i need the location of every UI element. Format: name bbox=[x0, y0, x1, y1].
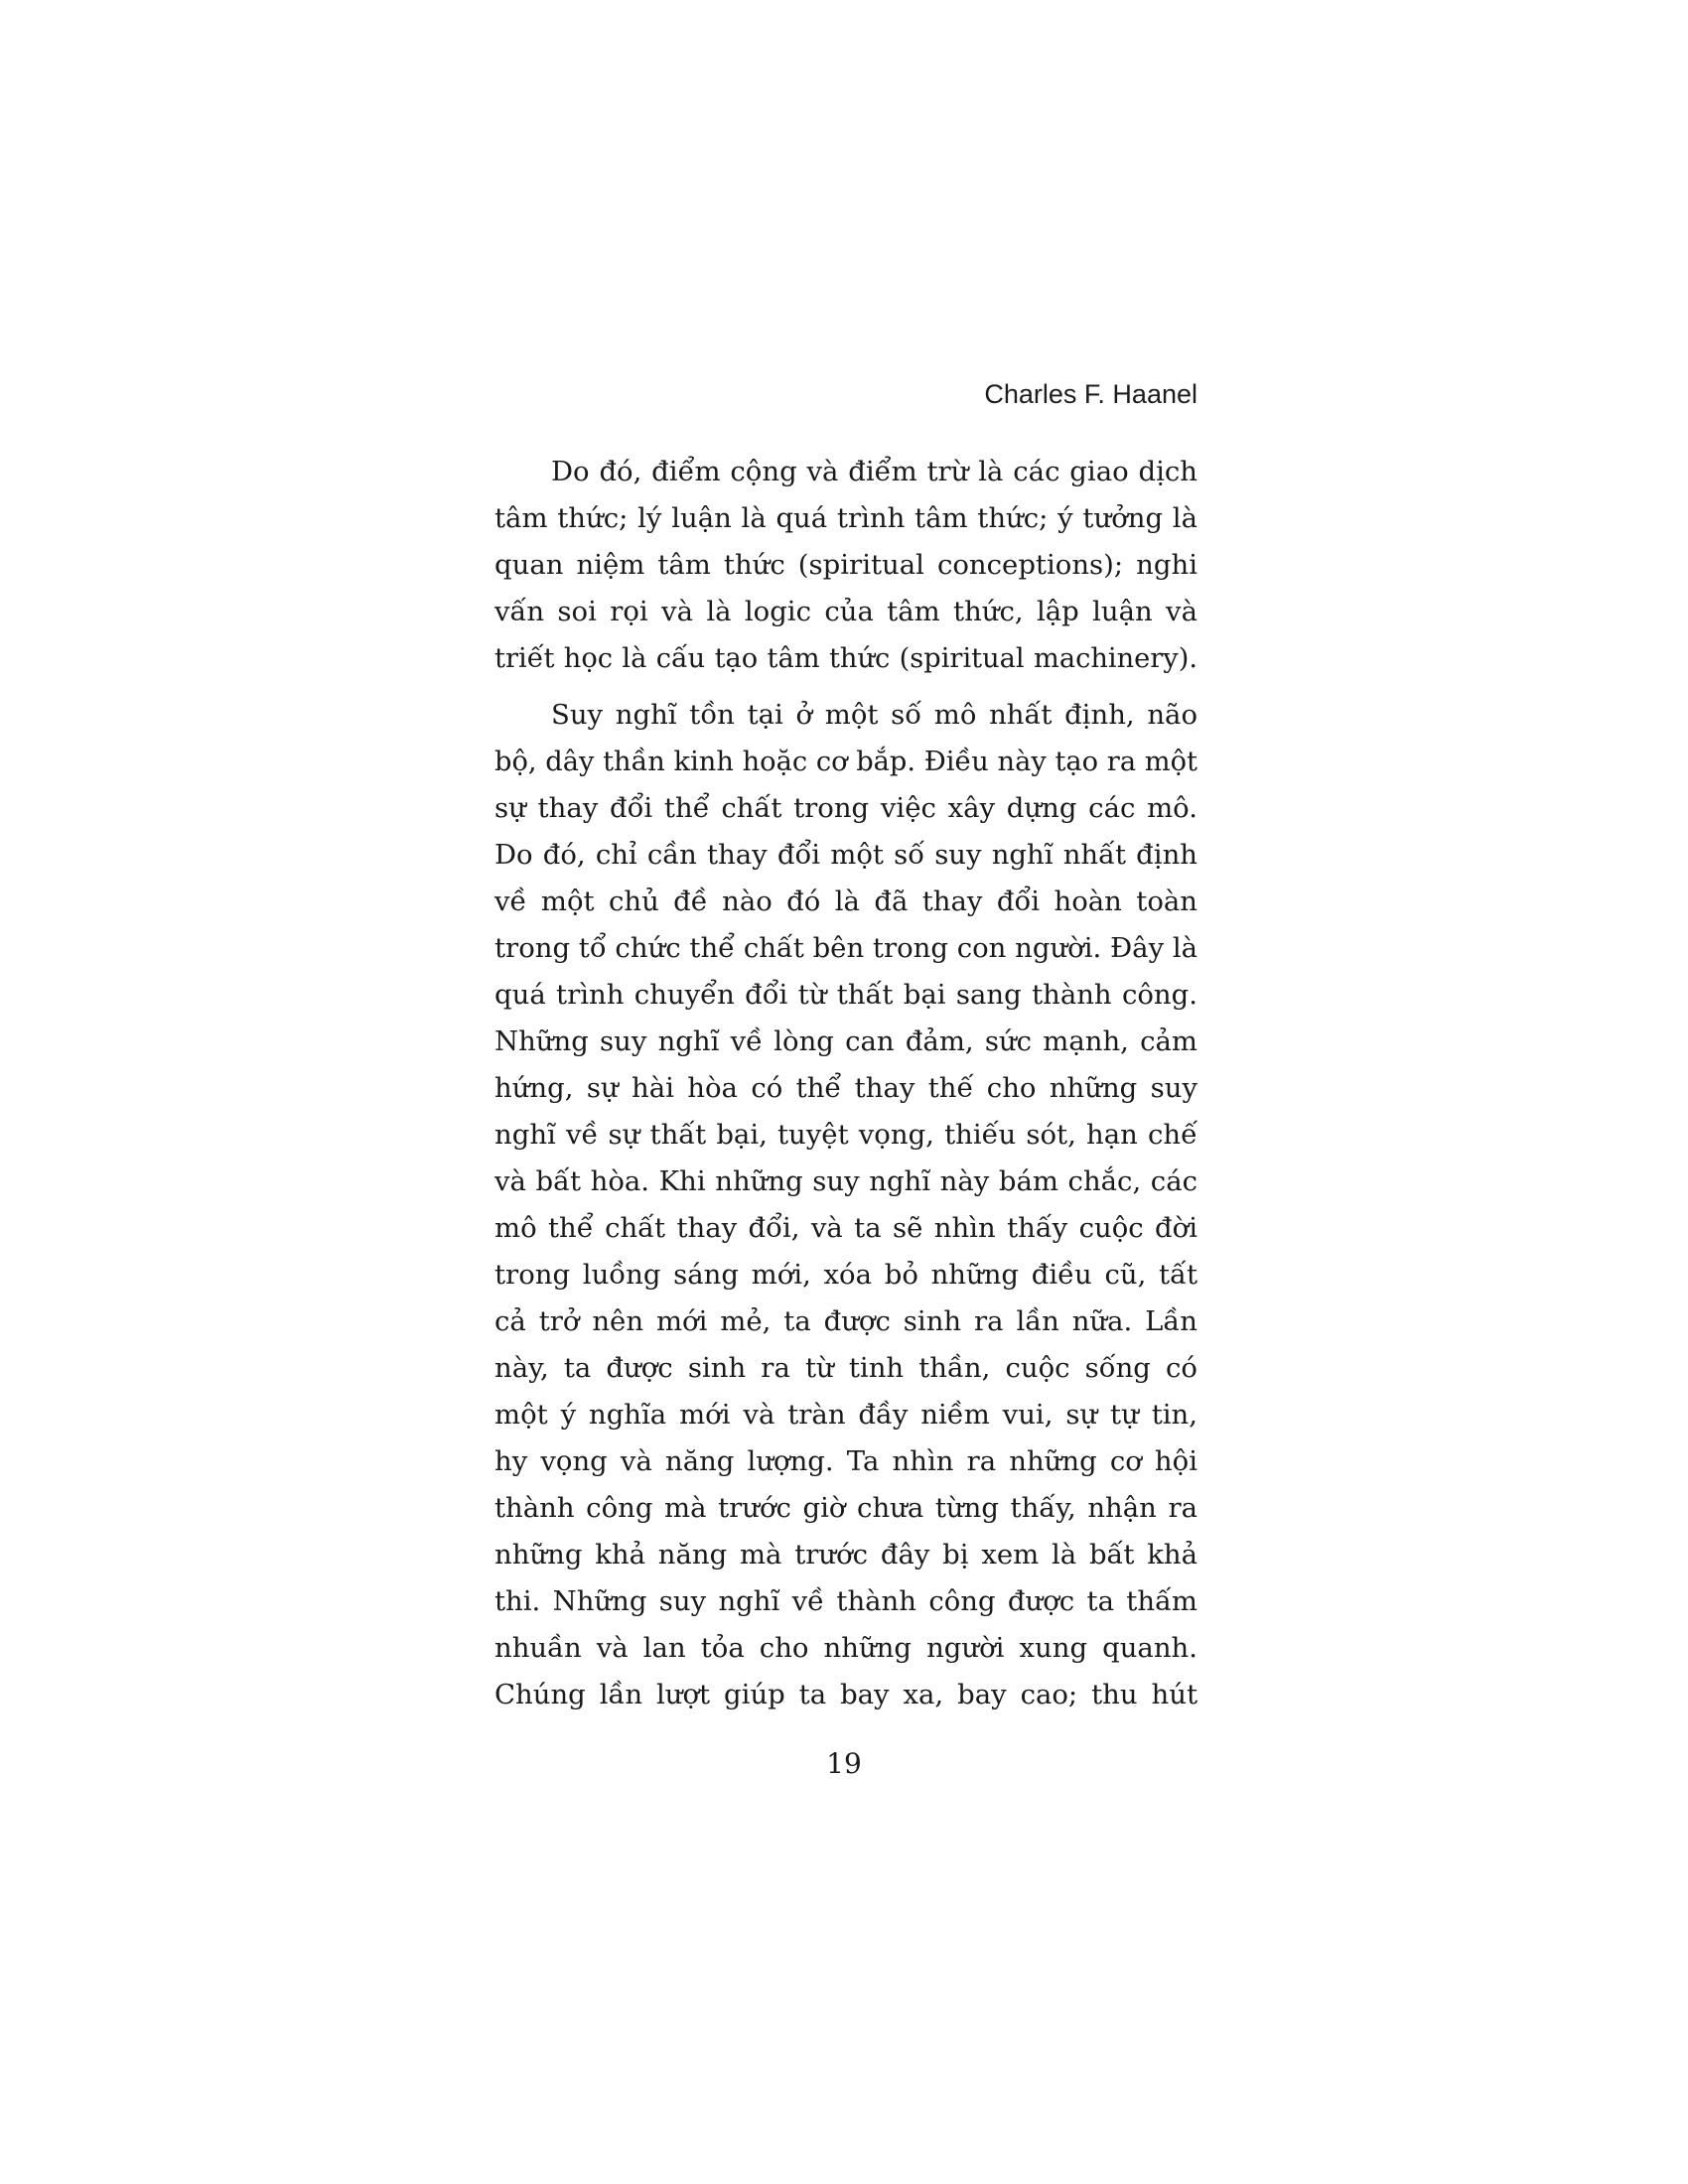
text-line: nghĩ về sự thất bại, tuyệt vọng, thiếu sót, hạn chế bbox=[494, 1119, 1197, 1151]
paragraph-2 bbox=[494, 692, 1197, 1718]
text-line: này, ta được sinh ra từ tinh thần, cuộc sống có bbox=[494, 1352, 1197, 1384]
text-line: Do đó, chỉ cần thay đổi một số suy nghĩ nhất định bbox=[494, 839, 1197, 871]
text-line: mô thể chất thay đổi, và ta sẽ nhìn thấy cuộc đời bbox=[494, 1212, 1197, 1244]
text-line: một ý nghĩa mới và tràn đầy niềm vui, sự tự tin, bbox=[494, 1399, 1197, 1431]
text-line: quan niệm tâm thức (spiritual conceptions); nghi bbox=[494, 549, 1197, 581]
text-line: nhuần và lan tỏa cho những người xung quanh. bbox=[494, 1632, 1197, 1664]
paragraph-1 bbox=[494, 449, 1197, 682]
text-line: cả trở nên mới mẻ, ta được sinh ra lần nữa. Lần bbox=[494, 1305, 1197, 1337]
text-line: hy vọng và năng lượng. Ta nhìn ra những cơ hội bbox=[494, 1445, 1197, 1477]
text-line: và bất hòa. Khi những suy nghĩ này bám chắc, các bbox=[494, 1165, 1197, 1197]
text-line: Chúng lần lượt giúp ta bay xa, bay cao; thu hút bbox=[494, 1679, 1197, 1710]
text-line: hứng, sự hài hòa có thể thay thế cho những suy bbox=[494, 1072, 1197, 1104]
text-line: về một chủ đề nào đó là đã thay đổi hoàn toàn bbox=[494, 886, 1197, 917]
text-line: trong tổ chức thể chất bên trong con người. Đây là bbox=[494, 932, 1198, 964]
text-line: thi. Những suy nghĩ về thành công được ta thấm bbox=[494, 1585, 1197, 1617]
text-line: triết học là cấu tạo tâm thức (spiritual machinery). bbox=[494, 643, 1197, 674]
text-line: những khả năng mà trước đây bị xem là bất khả bbox=[494, 1539, 1197, 1570]
text-line: Suy nghĩ tồn tại ở một số mô nhất định, não bbox=[551, 699, 1197, 731]
text-line: thành công mà trước giờ chưa từng thấy, nhận ra bbox=[494, 1492, 1197, 1524]
text-line: Những suy nghĩ về lòng can đảm, sức mạnh, cảm bbox=[494, 1025, 1197, 1057]
text-line: quá trình chuyển đổi từ thất bại sang thành công. bbox=[494, 979, 1197, 1011]
text-line: tâm thức; lý luận là quá trình tâm thức; ý tưởng là bbox=[494, 502, 1197, 534]
body-text bbox=[494, 449, 1197, 1718]
text-line: vấn soi rọi và là logic của tâm thức, lập luận và bbox=[494, 596, 1197, 627]
text-line: bộ, dây thần kinh hoặc cơ bắp. Điều này tạo ra một bbox=[494, 747, 1197, 777]
text-line: trong luồng sáng mới, xóa bỏ những điều cũ, tất bbox=[494, 1259, 1197, 1291]
page-number: 19 bbox=[826, 1747, 862, 1780]
text-line: sự thay đổi thể chất trong việc xây dựng các mô. bbox=[494, 792, 1197, 824]
running-header-author: Charles F. Haanel bbox=[984, 379, 1197, 409]
text-line: Do đó, điểm cộng và điểm trừ là các giao dịch bbox=[551, 456, 1197, 487]
